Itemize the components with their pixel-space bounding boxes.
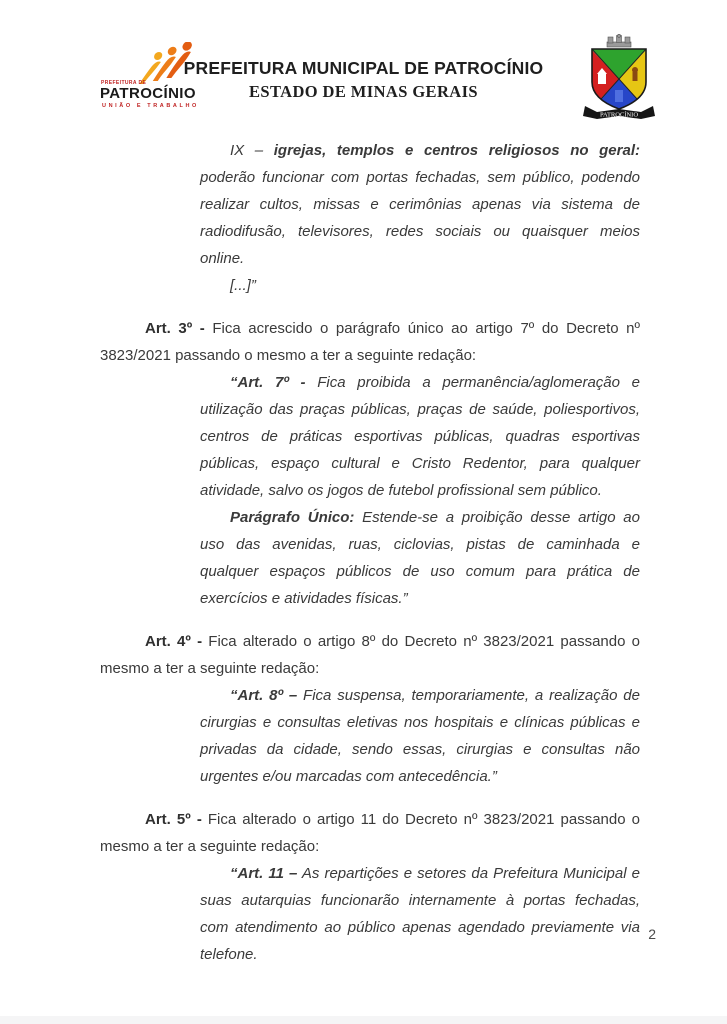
- art7-rest: Fica proibida a permanência/aglomeração e utilização das praças públicas, praças de saúde, poliesportivos, centros de práticas esportivas públicas, quadras esportivas públicas, espaço cultural e Cristo Redentor, para qualquer atividade, salvo os jogos de futebol profissional sem público.: [200, 374, 641, 499]
- art5-rest: Fica alterado o artigo 11 do Decreto nº 3823/2021 passando o mesmo a ter a seguinte redação:: [100, 811, 640, 855]
- paragraph-art5: [100, 806, 640, 860]
- art3-rest: Fica acrescido o parágrafo único ao artigo 7º do Decreto nº 3823/2021 passando o mesmo a ter a seguinte redação:: [100, 320, 640, 364]
- spacer: [100, 612, 640, 628]
- quote-block-art7: [200, 369, 640, 612]
- scan-edge-strip: [0, 1016, 727, 1024]
- art4-lead: Art. 4º -: [145, 633, 203, 650]
- paragraph-art4: [100, 628, 640, 682]
- paragrafo-unico-lead: Parágrafo Único:: [230, 509, 355, 526]
- ix-lead: IX –: [230, 142, 274, 159]
- page-number: 2: [648, 926, 656, 942]
- logo-name: PATROCÍNIO: [100, 85, 196, 102]
- art8-rest: Fica suspensa, temporariamente, a realização de cirurgias e consultas eletivas nos hospitais e clínicas públicas e privadas da cidade, sendo essas, cirurgias e consultas não urgentes e/ou marcadas com antecedência.”: [200, 687, 640, 785]
- decree-text: [100, 137, 640, 968]
- paragraph-ix: [200, 137, 640, 272]
- art3-lead: Art. 3º -: [145, 320, 205, 337]
- paragrafo-unico-rest: Estende-se a proibição desse artigo ao uso das avenidas, ruas, ciclovias, pistas de caminhada e qualquer espaços públicos de uso comum para prática de exercícios e atividades físicas.”: [200, 509, 640, 607]
- crest-banner-label: PATROCÍNIO: [599, 111, 639, 119]
- header-subtitle: ESTADO DE MINAS GERAIS: [249, 82, 478, 101]
- art8-lead: “Art. 8º –: [230, 687, 298, 704]
- header-title: PREFEITURA MUNICIPAL DE PATROCÍNIO: [183, 58, 544, 78]
- paragraph-art3: [100, 315, 640, 369]
- quote-block-art8: [200, 682, 640, 790]
- paragraph-art11: [200, 860, 640, 968]
- art4-rest: Fica alterado o artigo 8º do Decreto nº 3823/2021 passando o mesmo a ter a seguinte redação:: [100, 633, 640, 677]
- art5-lead: Art. 5º -: [145, 811, 202, 828]
- ix-rest: poderão funcionar com portas fechadas, sem público, podendo realizar cultos, missas e cerimônias apenas via sistema de radiodifusão, televisores, redes sociais ou quaisquer meios online.: [200, 169, 640, 267]
- art11-lead: “Art. 11 –: [230, 865, 298, 882]
- quote-block-art11: [200, 860, 640, 968]
- coat-of-arms-icon: [577, 34, 661, 124]
- logo-pretitle: PREFEITURA DE: [101, 80, 147, 86]
- spacer: [100, 299, 640, 315]
- art11-rest: As repartições e setores da Prefeitura Municipal e suas autarquias funcionarão internamente à portas fechadas, com atendimento ao público apenas agendado previamente via telefone.: [200, 865, 640, 963]
- art7-lead: “Art. 7º -: [230, 374, 306, 391]
- paragraph-art7: [200, 369, 640, 504]
- spacer: [100, 790, 640, 806]
- paragraph-art8: [200, 682, 640, 790]
- paragraph-paragrafo-unico: [200, 504, 640, 612]
- letterhead: [0, 0, 727, 130]
- ix-emphasis: igrejas, templos e centros religiosos no geral:: [273, 142, 640, 159]
- quote-block-ix: [200, 137, 640, 299]
- logo-subtitle: UNIÃO E TRABALHO: [102, 103, 199, 109]
- paragraph-ellipsis: [...]”: [230, 277, 256, 294]
